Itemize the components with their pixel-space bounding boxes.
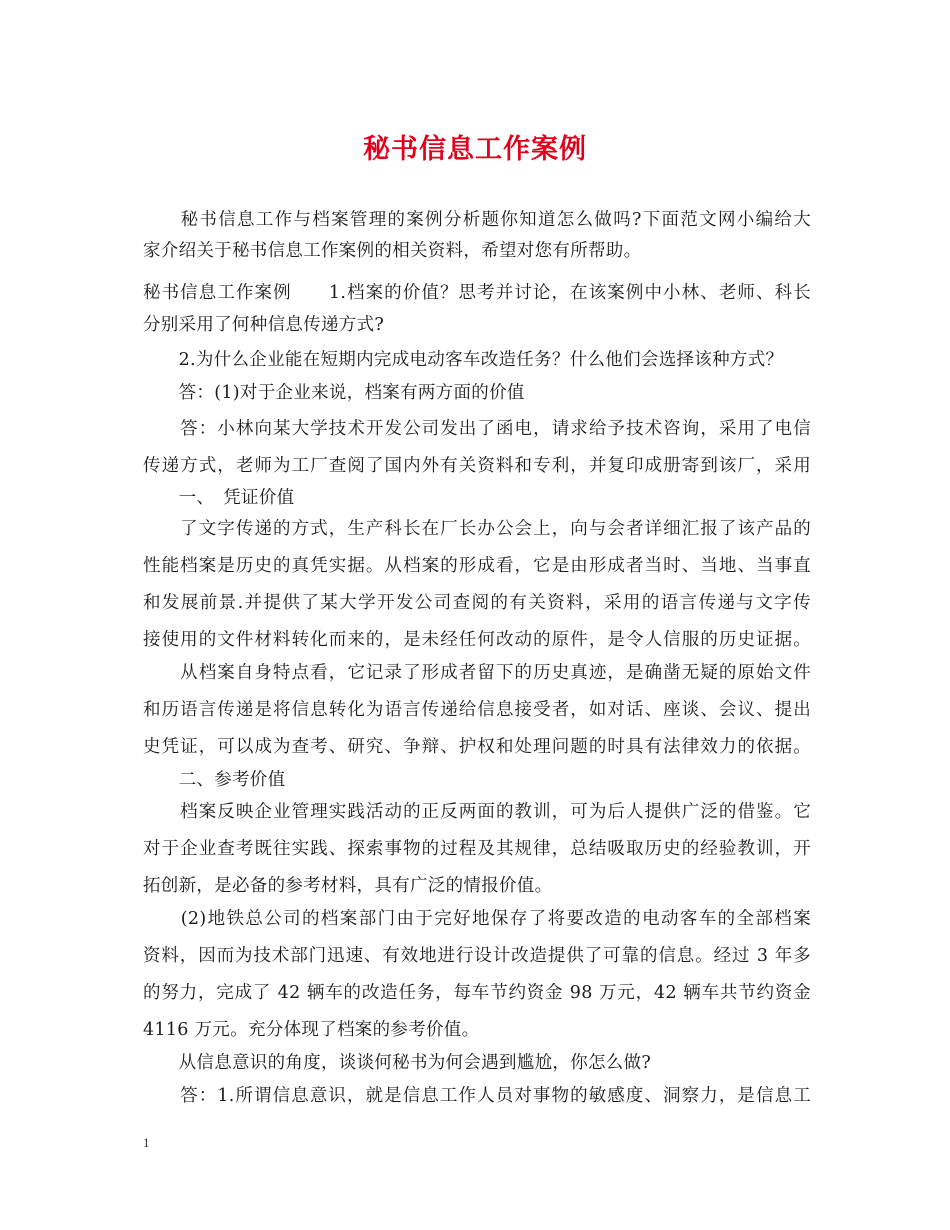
text-line: 和历语言传递是将信息转化为语言传递给信息接受者，如对话、座谈、会议、提出: [143, 700, 811, 720]
text-line: 秘书信息工作与档案管理的案例分析题你知道怎么做吗?下面范文网小编给大: [143, 210, 811, 230]
text-line: 答：1.所谓信息意识，就是信息工作人员对事物的敏感度、洞察力，是信息工: [143, 1086, 811, 1106]
text-line: 2.为什么企业能在短期内完成电动客车改造任务？什么他们会选择该种方式？: [143, 350, 784, 370]
text-line: 二、参考价值: [143, 770, 286, 790]
text-line: 史凭证，可以成为查考、研究、争辩、护权和处理问题的时具有法律效力的依据。: [143, 737, 811, 757]
text-line: 资料，因而为技术部门迅速、有效地进行设计改造提供了可靠的信息。经过 3 年多: [143, 946, 811, 966]
text-line: 一、 凭证价值: [143, 488, 295, 508]
text-line: 分别采用了何种信息传递方式?: [143, 315, 385, 335]
document-title: 秘书信息工作案例: [363, 134, 587, 165]
page-number: 1: [143, 1135, 150, 1150]
text-line: 从信息意识的角度，谈谈何秘书为何会遇到尴尬，你怎么做?: [143, 1053, 652, 1073]
text-line: 4116 万元。充分体现了档案的参考价值。: [143, 1020, 480, 1040]
text-line: 了文字传递的方式，生产科长在厂长办公会上，向与会者详细汇报了该产品的: [143, 519, 811, 539]
text-line: 对于企业查考既往实践、探索事物的过程及其规律，总结吸取历史的经验教训，开: [143, 839, 811, 859]
text-line: 接使用的文件材料转化而来的，是未经任何改动的原件，是令人信服的历史证据。: [143, 630, 811, 650]
text-line: 和发展前景.并提供了某大学开发公司查阅的有关资料，采用的语言传递与文字传: [143, 593, 811, 613]
text-line: 从档案自身特点看，它记录了形成者留下的历史真迹，是确凿无疑的原始文件: [143, 663, 811, 683]
text-line: 档案反映企业管理实践活动的正反两面的教训，可为后人提供广泛的借鉴。它: [143, 802, 811, 822]
text-line: 答：小林向某大学技术开发公司发出了函电，请求给予技术咨询，采用了电信: [143, 419, 811, 439]
text-line: 性能档案是历史的真凭实据。从档案的形成看，它是由形成者当时、当地、当事直: [143, 556, 811, 576]
text-line: 传递方式，老师为工厂查阅了国内外有关资料和专利，并复印成册寄到该厂，采用: [143, 456, 811, 476]
text-line: 家介绍关于秘书信息工作案例的相关资料，希望对您有所帮助。: [143, 241, 642, 261]
text-line: 秘书信息工作案例 1.档案的价值？思考并讨论，在该案例中小林、老师、科长: [143, 283, 811, 303]
text-line: 的努力，完成了 42 辆车的改造任务，每车节约资金 98 万元，42 辆车共节约资金: [143, 983, 811, 1003]
text-line: 答：(1)对于企业来说，档案有两方面的价值: [143, 383, 525, 403]
text-line: 拓创新，是必备的参考材料，具有广泛的情报价值。: [143, 876, 553, 896]
text-line: (2)地铁总公司的档案部门由于完好地保存了将要改造的电动客车的全部档案: [143, 909, 811, 929]
